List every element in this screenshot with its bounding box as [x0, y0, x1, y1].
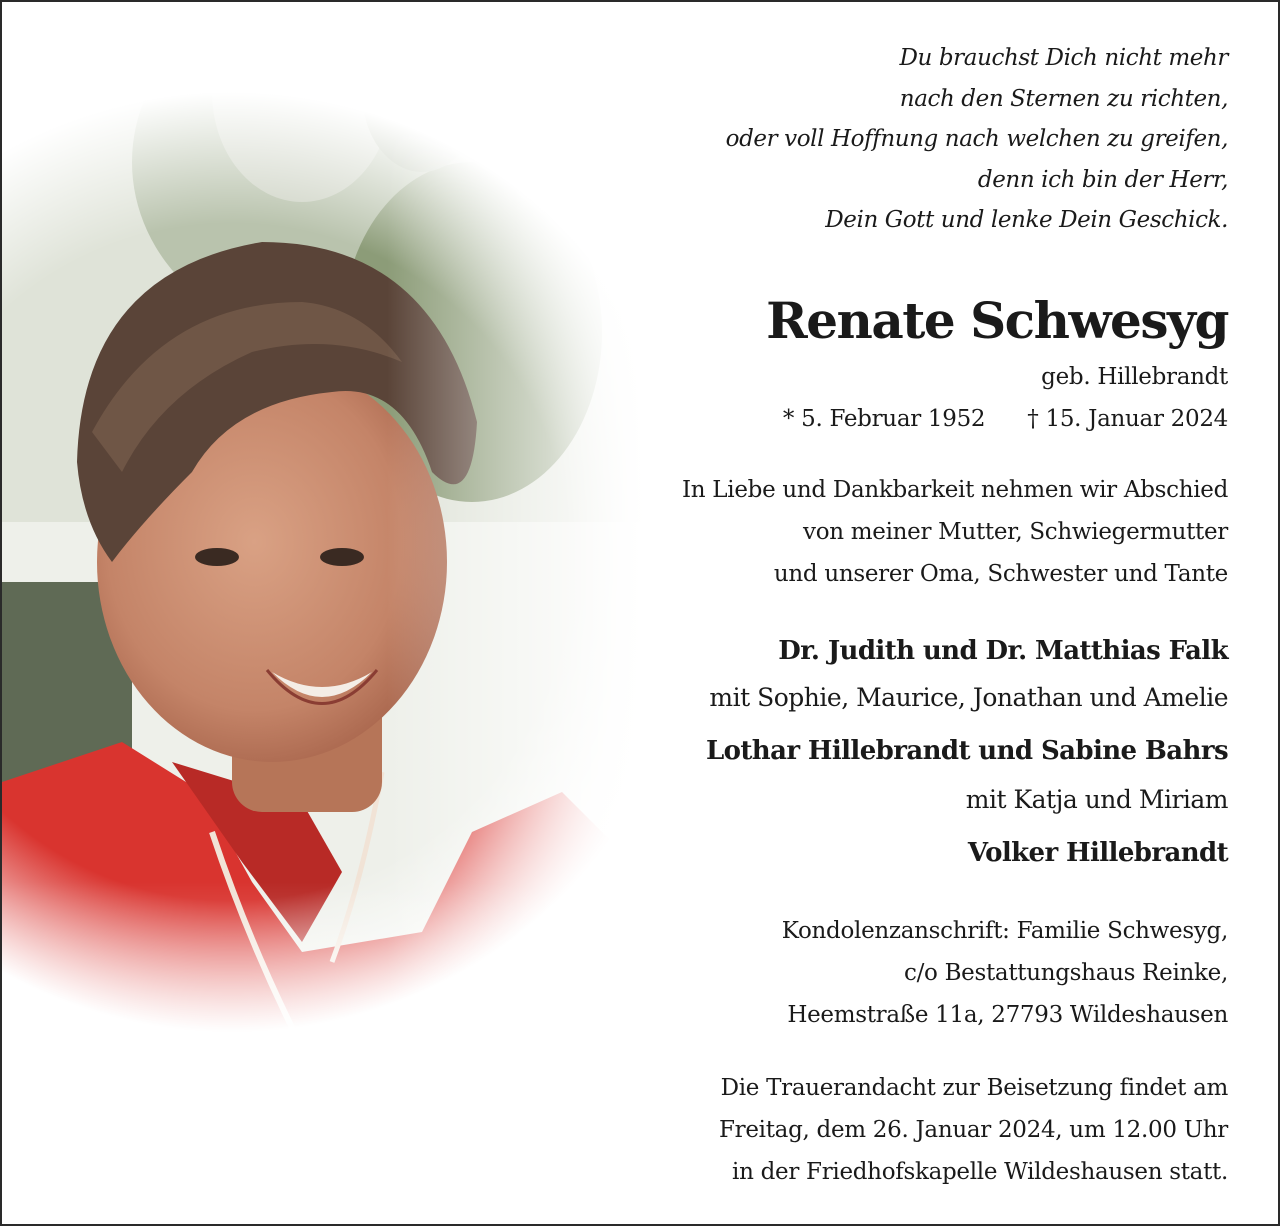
mourner-names: Lothar Hillebrandt und Sabine Bahrs [705, 736, 1228, 766]
farewell-line: In Liebe und Dankbarkeit nehmen wir Abschied [682, 477, 1228, 503]
mourner-names: Volker Hillebrandt [967, 838, 1228, 868]
mourner-companions: mit Sophie, Maurice, Jonathan und Amelie [709, 683, 1228, 712]
verse-line: oder voll Hoffnung nach welchen zu greifen, [725, 126, 1228, 152]
farewell-line: und unserer Oma, Schwester und Tante [773, 561, 1228, 587]
verse-line: nach den Sternen zu richten, [899, 85, 1228, 112]
condolence-address-line: Kondolenzanschrift: Familie Schwesyg, [781, 918, 1228, 944]
farewell-line: von meiner Mutter, Schwiegermutter [803, 519, 1228, 545]
service-line: Die Trauerandacht zur Beisetzung findet am [720, 1075, 1228, 1101]
condolence-address-line: Heemstraße 11a, 27793 Wildeshausen [787, 1002, 1228, 1028]
maiden-name: geb. Hillebrandt [1041, 364, 1228, 390]
mourner-names: Dr. Judith und Dr. Matthias Falk [778, 636, 1228, 666]
death-date: † 15. Januar 2024 [1027, 406, 1228, 432]
deceased-name: Renate Schwesyg [766, 291, 1228, 350]
service-line: Freitag, dem 26. Januar 2024, um 12.00 Uhr [719, 1117, 1228, 1143]
verse [588, 38, 1228, 241]
birth-date: * 5. Februar 1952 [782, 406, 986, 432]
condolence-address-line: c/o Bestattungshaus Reinke, [903, 960, 1228, 986]
life-dates [783, 406, 1228, 432]
verse-line: denn ich bin der Herr, [977, 166, 1228, 193]
mourner-companions: mit Katja und Miriam [965, 785, 1228, 814]
verse-line: Du brauchst Dich nicht mehr [899, 45, 1228, 71]
verse-line: Dein Gott und lenke Dein Geschick. [825, 207, 1228, 233]
service-line: in der Friedhofskapelle Wildeshausen statt. [732, 1159, 1228, 1185]
